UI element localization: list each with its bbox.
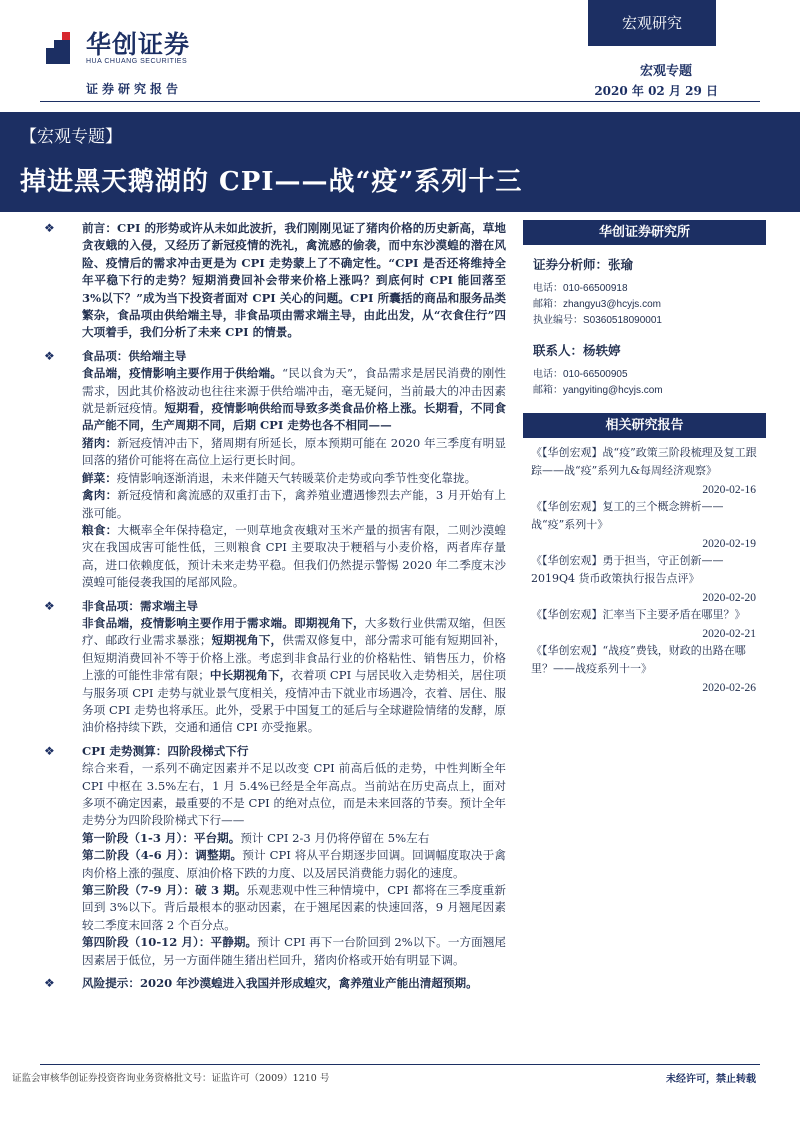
nonfood-text1: 大多数行业供需双缩，但医疗、邮政行业需求暴涨； <box>82 615 506 648</box>
poultry-label: 禽肉： <box>82 488 118 503</box>
cpi-heading: CPI 走势测算：四阶段梯式下行 <box>82 743 249 758</box>
related-report-date: 2020-02-21 <box>702 628 756 640</box>
analyst-email <box>533 297 756 313</box>
page-header <box>0 0 800 110</box>
risk-label: 风险提示： <box>82 976 140 991</box>
license-value: S0360518090001 <box>583 315 662 326</box>
risk-text: 2020 年沙漠蝗进入我国并形成蝗灾，禽养殖业产能出清超预期。 <box>139 976 478 991</box>
stage4-label: 第四阶段（10-12 月）：平静期。 <box>82 935 258 950</box>
logo-text-cn: 华创证券 <box>86 29 191 59</box>
veg-paragraph <box>82 470 506 487</box>
company-logo <box>40 30 190 66</box>
stage2-label: 第二阶段（4-6 月）：调整期。 <box>82 848 243 863</box>
related-report-title[interactable]: 《【华创宏观】勇于担当，守正创新——2019Q4 货币政策执行报告点评》 <box>531 554 724 585</box>
diamond-bullet-icon: ❖ <box>44 348 55 363</box>
stage4-paragraph <box>82 934 506 969</box>
phone-label: 电话： <box>533 283 563 294</box>
related-reports-list <box>523 438 766 694</box>
analyst-license <box>533 313 756 329</box>
intro-label: 前言： <box>82 221 117 235</box>
institution-header: 华创证券研究所 <box>523 220 766 245</box>
grain-text: 大概率全年保持稳定，一则草地贪夜蛾对玉米产量的损害有限，二则沙漠蝗灾在我国成害可能性低，三则粮食 CPI 主要取决于粳稻与小麦价格，两者库存量高，进口依赖度低，预计未来走势平稳。但我们仍然提示警惕 2020 年二季度末沙漠蝗可能侵袭我国的尾部风险。 <box>82 522 506 590</box>
intro-text: CPI 的形势或许从未如此波折，我们刚刚见证了猪肉价格的历史新高，草地贪夜蛾的入侵，又经历了新冠疫情的洗礼，禽流感的偷袭，而中东沙漠蝗的潜在风险、疫情后的需求冲击更是为 CPI 走势蒙上了不确定性。“CPI 是否还将维持全年平稳下行的走势？短期消费回补会带来价格上涨吗？到底何时 CPI 能回落至 3%以下？”成为当下投资者面对 CPI 关心的问题。CPI 所囊括的商品和服务品类繁杂，食品项由供给端主导，非食品项由需求端主导，由此出发，从“衣食住行”四大项着手，我们分析了未来 CPI 的情景。 <box>82 221 506 340</box>
intro-section <box>36 220 506 342</box>
nonfood-lead: 非食品端，疫情影响主要作用于需求端。即期视角下， <box>82 615 365 630</box>
analyst-info <box>523 245 766 399</box>
food-lead: 食品端，疫情影响主要作用于供给端。 <box>82 366 283 381</box>
related-report-title[interactable]: 《【华创宏观】“战疫”费钱，财政的出路在哪里？——战疫系列十一》 <box>531 644 746 675</box>
nonfood-short: 短期视角下， <box>211 633 283 648</box>
category-tag: 宏观研究 <box>588 0 716 46</box>
phone-label: 电话： <box>533 369 563 380</box>
related-report-title[interactable]: 《【华创宏观】复工的三个概念辨析——战“疫”系列十》 <box>531 500 724 531</box>
food-paragraph <box>82 365 506 435</box>
food-section <box>36 348 506 592</box>
email-label: 邮箱： <box>533 385 563 396</box>
nonfood-section <box>36 598 506 737</box>
pork-paragraph <box>82 435 506 470</box>
intro-paragraph <box>82 220 506 342</box>
stage3-label: 第三阶段（7-9 月）：破 3 期。 <box>82 883 247 898</box>
logo-text-en: HUA CHUANG SECURITIES <box>86 57 188 65</box>
sidebar <box>523 220 766 696</box>
license-label: 执业编号： <box>533 315 583 326</box>
related-report-date: 2020-02-20 <box>702 592 756 604</box>
email-value[interactable]: zhangyu3@hcyjs.com <box>563 299 661 310</box>
nonfood-text3: 衣着项 CPI 与居民收入走势相关，居住项与服务项 CPI 走势与就业景气度相关，疫情冲击下就业市场遇冷，衣着、居住、服务项 CPI 走势也将承压。此外，受累于中国复工的延后与全球避险情绪的发酵，原油价格持续下跌，交通和通信 CPI 亦受拖累。 <box>82 668 506 735</box>
analyst-label: 证券分析师： <box>533 257 609 272</box>
nonfood-mid: 中长期视角下， <box>209 668 292 683</box>
stage1-label: 第一阶段（1-3 月）：平台期。 <box>82 830 241 845</box>
footer-notice: 未经许可，禁止转载 <box>666 1074 756 1085</box>
footer-divider <box>40 1064 760 1065</box>
related-report-item[interactable] <box>523 606 766 640</box>
diamond-bullet-icon: ❖ <box>44 743 55 758</box>
stage3-text: 乐观悲观中性三种情境中，CPI 都将在三季度重新回到 3%以下。背后最根本的驱动因素，在于翘尾因素的快速回落，9 月翘尾因素较二季度末回落 2 个百分点。 <box>82 883 506 932</box>
related-report-title[interactable]: 《【华创宏观】汇率当下主要矛盾在哪里？》 <box>531 608 746 621</box>
analyst-name: 张瑜 <box>608 257 634 272</box>
food-heading: 食品项：供给端主导 <box>82 348 187 363</box>
email-label: 邮箱： <box>533 299 563 310</box>
related-report-date: 2020-02-19 <box>702 538 756 550</box>
related-report-date: 2020-02-26 <box>702 682 756 694</box>
page-title: 掉进黑天鹅湖的 CPI——战“疫”系列十三 <box>20 167 523 197</box>
header-divider <box>40 101 760 102</box>
related-report-item[interactable] <box>523 552 766 604</box>
poultry-text: 新冠疫情和禽流感的双重打击下，禽养殖业遭遇惨烈去产能，3 月开始有上涨可能。 <box>82 488 506 520</box>
diamond-bullet-icon: ❖ <box>44 598 55 613</box>
contact-phone <box>533 367 756 383</box>
footer-license: 证监会审核华创证券投资咨询业务资格批文号：证监许可（2009）1210 号 <box>12 1073 330 1084</box>
phone-value: 010-66500905 <box>563 369 628 380</box>
stage4-text: 预计 CPI 再下一台阶回到 2%以下。一方面翘尾因素居于低位，另一方面伴随生猪出栏回升，猪肉价格或开始有明显下调。 <box>82 935 506 967</box>
contact-name: 杨轶婷 <box>583 343 621 358</box>
stage1-paragraph <box>82 830 506 847</box>
email-value[interactable]: yangyiting@hcyjs.com <box>563 385 663 396</box>
risk-paragraph <box>82 975 506 992</box>
pork-label: 猪肉： <box>82 435 118 450</box>
veg-label: 鲜菜： <box>82 470 117 485</box>
grain-label: 粮食： <box>82 522 118 537</box>
stage2-text: 预计 CPI 将从平台期逐步回调。回调幅度取决于禽肉价格上涨的强度、原油价格下跌的力度、以及居民消费能力弱化的速度。 <box>82 848 506 880</box>
food-text: “民以食为天”，食品需求是居民消费的刚性需求，因此其价格波动也往往来源于供给端冲击，毫无疑问，当前最大的冲击因素就是新冠疫情。 <box>82 366 506 416</box>
stage2-paragraph <box>82 847 506 882</box>
banner-tag: 【宏观专题】 <box>20 127 122 147</box>
cpi-section <box>36 743 506 969</box>
diamond-bullet-icon: ❖ <box>44 221 55 235</box>
related-report-date: 2020-02-16 <box>702 484 756 496</box>
related-report-item[interactable] <box>523 642 766 694</box>
diamond-bullet-icon: ❖ <box>44 976 55 991</box>
food-bold: 短期看，疫情影响供给而导致多类食品价格上涨。长期看，不同食品产能不同，生产周期不同，后期 CPI 走势也各不相同—— <box>82 401 506 433</box>
stage1-text: 预计 CPI 2-3 月仍将停留在 5%左右 <box>240 830 430 845</box>
nonfood-heading: 非食品项：需求端主导 <box>82 598 198 613</box>
related-report-item[interactable] <box>523 498 766 550</box>
nonfood-paragraph <box>82 615 506 737</box>
related-report-item[interactable] <box>523 444 766 496</box>
logo-mark-icon <box>40 30 80 66</box>
related-reports-header: 相关研究报告 <box>523 413 766 438</box>
report-date: 2020 年 02 月 29 日 <box>594 84 718 98</box>
analyst-phone <box>533 281 756 297</box>
risk-section <box>36 975 506 992</box>
main-column <box>36 220 506 998</box>
contact-heading <box>533 341 756 359</box>
report-kind: 证券研究报告 <box>86 82 183 96</box>
stage3-paragraph <box>82 882 506 934</box>
contact-label: 联系人： <box>533 343 584 358</box>
phone-value: 010-66500918 <box>563 283 628 294</box>
poultry-paragraph <box>82 487 506 522</box>
veg-text: 疫情影响逐渐消退，未来伴随天气转暖菜价走势或向季节性变化靠拢。 <box>116 470 477 485</box>
grain-paragraph <box>82 522 506 592</box>
cpi-paragraph: 综合来看，一系列不确定因素并不足以改变 CPI 前高后低的走势，中性判断全年 CPI 中枢在 3.5%左右，1 月 5.4%已经是全年高点。当前站在历史高点上，面对多项不确定因素，最重要的不是 CPI 的绝对点位，而是未来回落的节奏。预计全年走势分为四阶段阶梯式下行—— <box>82 761 506 828</box>
related-report-title[interactable]: 《【华创宏观】战“疫”政策三阶段梳理及复工跟踪——战“疫”系列九&每周经济观察》 <box>531 446 757 477</box>
analyst-heading <box>533 255 756 273</box>
contact-email <box>533 383 756 399</box>
nonfood-text2: 供需双修复中，部分需求可能有短期回补，但短期消费回补不等于价格上涨。考虑到非食品行业的价格粘性、销售压力，价格上涨的可能性非常有限； <box>82 633 506 683</box>
pork-text: 新冠疫情冲击下，猪周期有所延长，原本预期可能在 2020 年三季度有明显回落的猪价可能将在高位上运行更长时间。 <box>82 435 506 468</box>
report-subtype: 宏观专题 <box>639 64 692 79</box>
